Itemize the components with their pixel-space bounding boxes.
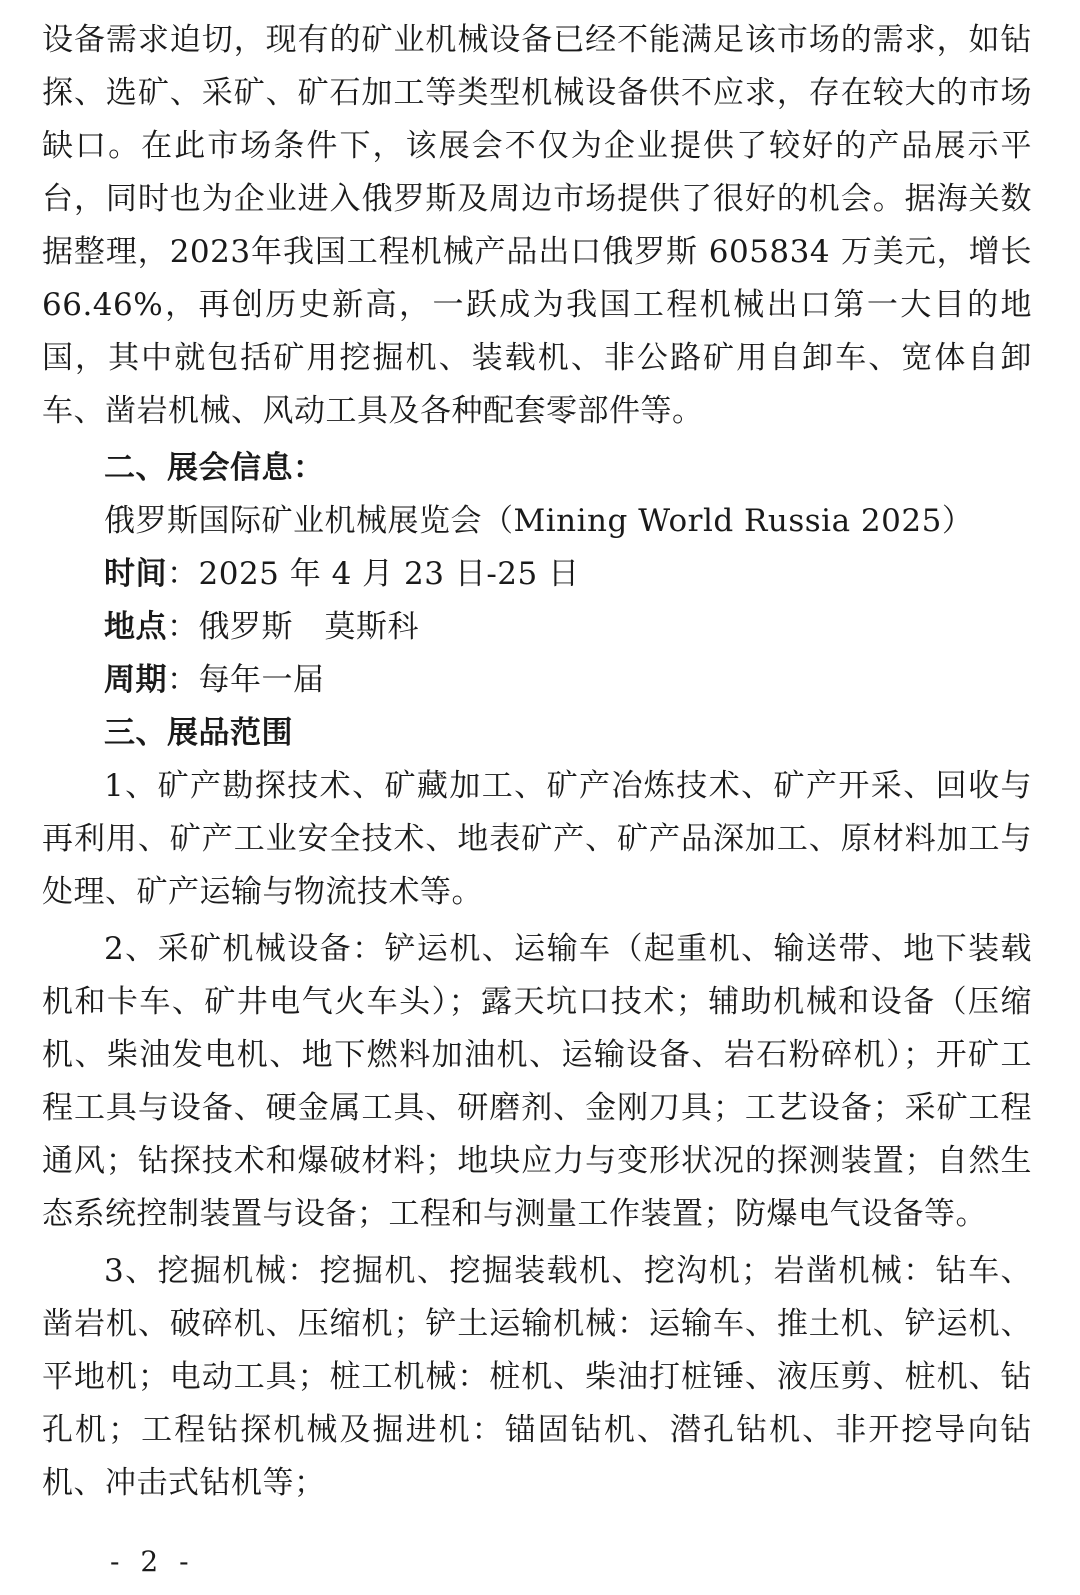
time-line — [42, 548, 1032, 601]
location-value: ：俄罗斯 莫斯科 — [167, 609, 419, 645]
exhibition-name: 俄罗斯国际矿业机械展览会（Mining World Russia 2025） — [104, 503, 974, 539]
cycle-value: ：每年一届 — [167, 662, 325, 698]
document-body — [42, 14, 1032, 1510]
location-label: 地点 — [104, 609, 167, 645]
scope-item-1: 1、矿产勘探技术、矿藏加工、矿产冶炼技术、矿产开采、回收与再利用、矿产工业安全技术、地表矿产、矿产品深加工、原材料加工与处理、矿产运输与物流技术等。 — [42, 768, 1032, 910]
page-number: - 2 - — [110, 1545, 195, 1578]
cycle-line — [42, 654, 1032, 707]
scope-item-3: 3、挖掘机械：挖掘机、挖掘装载机、挖沟机；岩凿机械：钻车、凿岩机、破碎机、压缩机；铲土运输机械：运输车、推土机、铲运机、平地机；电动工具；桩工机械：桩机、柴油打桩锤、液压剪、桩机、钻孔机；工程钻探机械及掘进机：锚固钻机、潜孔钻机、非开挖导向钻机、冲击式钻机等； — [42, 1253, 1032, 1501]
time-value: ：2025 年 4 月 23 日-25 日 — [167, 556, 580, 592]
intro-paragraph: 设备需求迫切，现有的矿业机械设备已经不能满足该市场的需求，如钻探、选矿、采矿、矿石加工等类型机械设备供不应求，存在较大的市场缺口。在此市场条件下，该展会不仅为企业提供了较好的产品展示平台，同时也为企业进入俄罗斯及周边市场提供了很好的机会。据海关数据整理，2023年我国工程机械产品出口俄罗斯 605834 万美元，增长 66.46%，再创历史新高，一跃成为我国工程机械出口第一大目的地国，其中就包括矿用挖掘机、装载机、非公路矿用自卸车、宽体自卸车、凿岩机械、风动工具及各种配套零部件等。 — [42, 22, 1032, 429]
location-line — [42, 601, 1032, 654]
section-three-heading: 三、展品范围 — [104, 715, 293, 751]
scope-item-2: 2、采矿机械设备：铲运机、运输车（起重机、输送带、地下装载机和卡车、矿井电气火车头）；露天坑口技术；辅助机械和设备（压缩机、柴油发电机、地下燃料加油机、运输设备、岩石粉碎机）；开矿工程工具与设备、硬金属工具、研磨剂、金刚刀具；工艺设备；采矿工程通风；钻探技术和爆破材料；地块应力与变形状况的探测装置；自然生态系统控制装置与设备；工程和与测量工作装置；防爆电气设备等。 — [42, 931, 1032, 1232]
cycle-label: 周期 — [104, 662, 167, 698]
time-label: 时间 — [104, 556, 167, 592]
section-two-heading: 二、展会信息： — [104, 450, 325, 486]
